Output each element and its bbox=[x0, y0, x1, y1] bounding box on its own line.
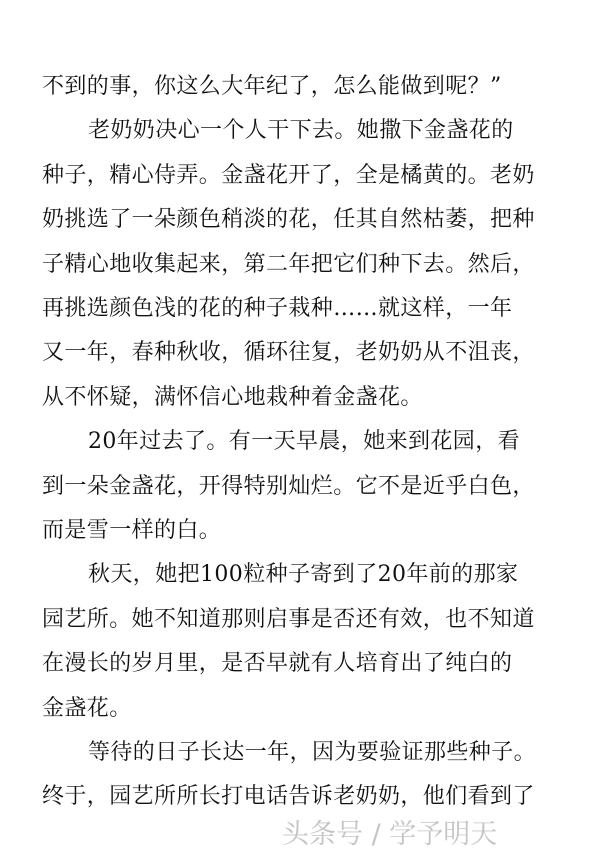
text-line: 等待的日子长达一年，因为要验证那些种子。 bbox=[88, 740, 537, 765]
text-line: 又一年，春种秋收，循环往复，老奶奶从不沮丧， bbox=[42, 340, 535, 366]
text-line: 子精心地收集起来，第二年把它们种下去。然后， bbox=[42, 251, 535, 277]
text-line: 金盏花。 bbox=[42, 695, 132, 721]
text-line: 秋天，她把100粒种子寄到了20年前的那家 bbox=[88, 562, 519, 588]
text-line: 园艺所。她不知道那则启事是否还有效，也不知道 bbox=[42, 606, 535, 632]
text-line: 奶挑选了一朵颜色稍淡的花，任其自然枯萎，把种 bbox=[42, 207, 535, 233]
text-line: 到一朵金盏花，开得特别灿烂。它不是近乎白色， bbox=[42, 473, 535, 499]
text-line: 在漫长的岁月里，是否早就有人培育出了纯白的 bbox=[42, 651, 513, 677]
text-line: 再挑选颜色浅的花的种子栽种……就这样，一年 bbox=[42, 296, 513, 321]
text-line: 20年过去了。有一天早晨，她来到花园，看 bbox=[88, 429, 520, 455]
text-line: 终于，园艺所所长打电话告诉老奶奶，他们看到了 bbox=[42, 784, 535, 810]
text-line: 而是雪一样的白。 bbox=[42, 518, 222, 543]
text-line: 老奶奶决心一个人干下去。她撒下金盏花的 bbox=[88, 118, 514, 144]
text-line: 种子，精心侍弄。金盏花开了，全是橘黄的。老奶 bbox=[42, 162, 535, 188]
text-line: 从不怀疑，满怀信心地栽种着金盏花。 bbox=[42, 384, 423, 410]
watermark: 头条号 / 学予明天 bbox=[282, 819, 498, 850]
text-line: 不到的事，你这么大年纪了，怎么能做到呢？” bbox=[42, 74, 502, 99]
